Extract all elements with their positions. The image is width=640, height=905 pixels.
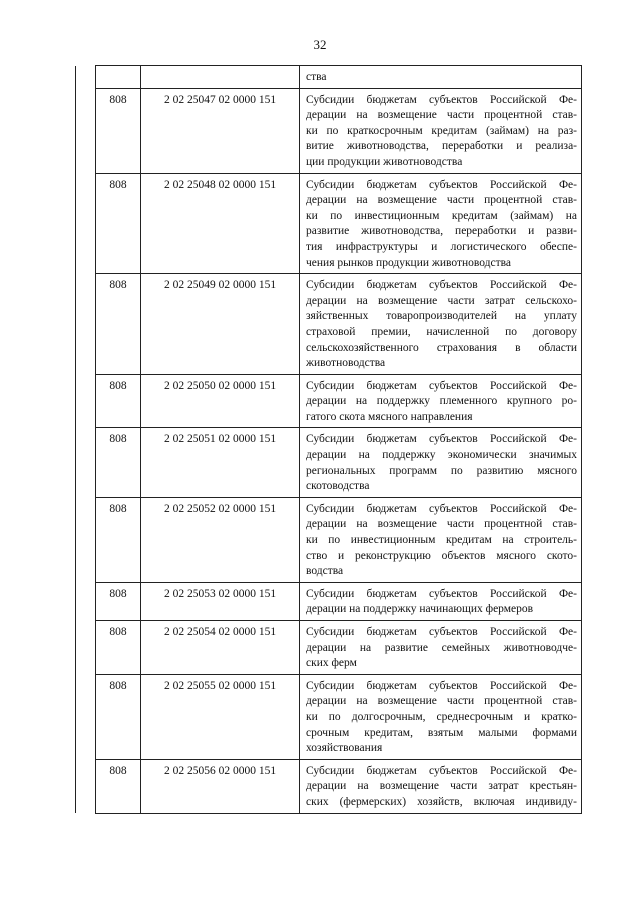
table-row [76, 428, 582, 497]
admin-code-cell: 808 [96, 428, 141, 497]
income-description-cell [300, 759, 582, 813]
blank-margin-cell [76, 674, 96, 759]
description-line: ки по долгосрочным, среднесрочным и кратко- [306, 710, 577, 723]
description-line: тия инфраструктуры и логистического обеспе- [306, 240, 577, 253]
table-body [76, 66, 582, 814]
table-row [76, 497, 582, 582]
budget-classification-code-cell: 2 02 25052 02 0000 151 [141, 497, 300, 582]
income-description-cell [300, 66, 582, 89]
income-description-cell [300, 428, 582, 497]
description-line: ки по инвестиционным кредитам на строитель- [306, 534, 577, 547]
page-number: 32 [313, 37, 327, 52]
description-line: сельскохозяйственного страхования в области [306, 341, 577, 354]
table-row [76, 759, 582, 813]
blank-margin-cell [76, 66, 96, 89]
table-row [76, 582, 582, 620]
admin-code-cell [96, 66, 141, 89]
income-description-cell [300, 374, 582, 428]
description-line: ства [306, 71, 327, 83]
income-description-cell [300, 582, 582, 620]
description-line: хозяйствования [306, 742, 383, 755]
description-line: дерации на возмещение части процентной став- [306, 194, 577, 207]
description-line: дерации на поддержку племенного крупного ро- [306, 395, 577, 408]
blank-margin-cell [76, 428, 96, 497]
income-description-cell [300, 674, 582, 759]
description-line: Субсидии бюджетам субъектов Российской Фе- [306, 379, 577, 392]
admin-code-cell: 808 [96, 374, 141, 428]
budget-classification-code-cell [141, 66, 300, 89]
description-line: скотоводства [306, 480, 370, 493]
admin-code-cell: 808 [96, 582, 141, 620]
description-line: витие животноводства, переработки и реализа- [306, 140, 577, 153]
description-line: дерации на развитие семейных животноводче- [306, 641, 577, 654]
income-description-cell [300, 173, 582, 274]
admin-code-cell: 808 [96, 274, 141, 375]
description-line: дерации на возмещение части процентной став- [306, 518, 577, 531]
description-line: гатого скота мясного направления [306, 410, 473, 423]
description-line: чения рынков продукции животноводства [306, 256, 512, 269]
description-line: ции продукции животноводства [306, 155, 463, 168]
table-row [76, 173, 582, 274]
blank-margin-cell [76, 88, 96, 173]
blank-margin-cell [76, 497, 96, 582]
blank-margin-cell [76, 274, 96, 375]
budget-classification-code-cell: 2 02 25050 02 0000 151 [141, 374, 300, 428]
budget-classification-code-cell: 2 02 25055 02 0000 151 [141, 674, 300, 759]
blank-margin-cell [76, 374, 96, 428]
description-line: водства [306, 565, 344, 578]
income-description-cell [300, 497, 582, 582]
description-line: ки по инвестиционным кредитам (займам) на [306, 209, 577, 222]
budget-classification-code-cell: 2 02 25047 02 0000 151 [141, 88, 300, 173]
description-line: Субсидии бюджетам субъектов Российской Фе- [306, 502, 577, 515]
description-line: ских ферм [306, 657, 357, 670]
description-line: Субсидии бюджетам субъектов Российской Фе- [306, 764, 577, 777]
description-line: развитие животноводства, переработки и разви- [306, 225, 577, 238]
description-line: дерации на поддержку экономически значимых [306, 449, 577, 462]
table-row [76, 621, 582, 675]
description-line: Субсидии бюджетам субъектов Российской Фе- [306, 178, 577, 191]
income-description-cell [300, 88, 582, 173]
description-line: Субсидии бюджетам субъектов Российской Фе- [306, 626, 577, 638]
blank-margin-cell [76, 173, 96, 274]
budget-classification-code-cell: 2 02 25054 02 0000 151 [141, 621, 300, 675]
description-line: животноводства [306, 357, 386, 370]
blank-margin-cell [76, 582, 96, 620]
blank-margin-cell [76, 759, 96, 813]
admin-code-cell: 808 [96, 497, 141, 582]
blank-margin-cell [76, 621, 96, 675]
table-row [76, 274, 582, 375]
description-line: ки по краткосрочным кредитам (займам) на раз- [306, 124, 577, 137]
description-line: зяйственных товаропроизводителей на уплату [306, 310, 577, 323]
description-line: срочным кредитам, взятым малыми формами [306, 726, 577, 739]
table-row [76, 88, 582, 173]
description-line: ство и реконструкцию объектов мясного ското- [306, 549, 577, 562]
budget-classification-code-cell: 2 02 25053 02 0000 151 [141, 582, 300, 620]
description-line: региональных программ по развитию мясного [306, 464, 577, 477]
budget-classification-code-cell: 2 02 25051 02 0000 151 [141, 428, 300, 497]
description-line: дерации на возмещение части процентной став- [306, 695, 577, 708]
admin-code-cell: 808 [96, 759, 141, 813]
description-line: дерации на возмещение части процентной став- [306, 109, 577, 122]
budget-codes-table [75, 65, 582, 814]
budget-classification-code-cell: 2 02 25049 02 0000 151 [141, 274, 300, 375]
table-row [76, 674, 582, 759]
income-description-cell [300, 621, 582, 675]
description-line: Субсидии бюджетам субъектов Российской Фе- [306, 587, 577, 600]
budget-classification-code-cell: 2 02 25056 02 0000 151 [141, 759, 300, 813]
description-line: Субсидии бюджетам субъектов Российской Фе- [306, 679, 577, 692]
description-line: ских (фермерских) хозяйств, включая индивиду- [306, 795, 577, 808]
table-row [76, 374, 582, 428]
description-line: Субсидии бюджетам субъектов Российской Фе- [306, 93, 577, 106]
description-line: дерации на возмещение части затрат сельскохо- [306, 294, 577, 307]
description-line: Субсидии бюджетам субъектов Российской Фе- [306, 279, 577, 292]
description-line: Субсидии бюджетам субъектов Российской Фе- [306, 433, 577, 446]
admin-code-cell: 808 [96, 88, 141, 173]
admin-code-cell: 808 [96, 173, 141, 274]
table-row [76, 66, 582, 89]
description-line: дерации на возмещение части затрат крестьян- [306, 780, 577, 793]
admin-code-cell: 808 [96, 621, 141, 675]
income-description-cell [300, 274, 582, 375]
description-line: страховой премии, начисленной по договору [306, 325, 577, 338]
description-line: дерации на поддержку начинающих фермеров [306, 603, 534, 616]
admin-code-cell: 808 [96, 674, 141, 759]
budget-classification-code-cell: 2 02 25048 02 0000 151 [141, 173, 300, 274]
